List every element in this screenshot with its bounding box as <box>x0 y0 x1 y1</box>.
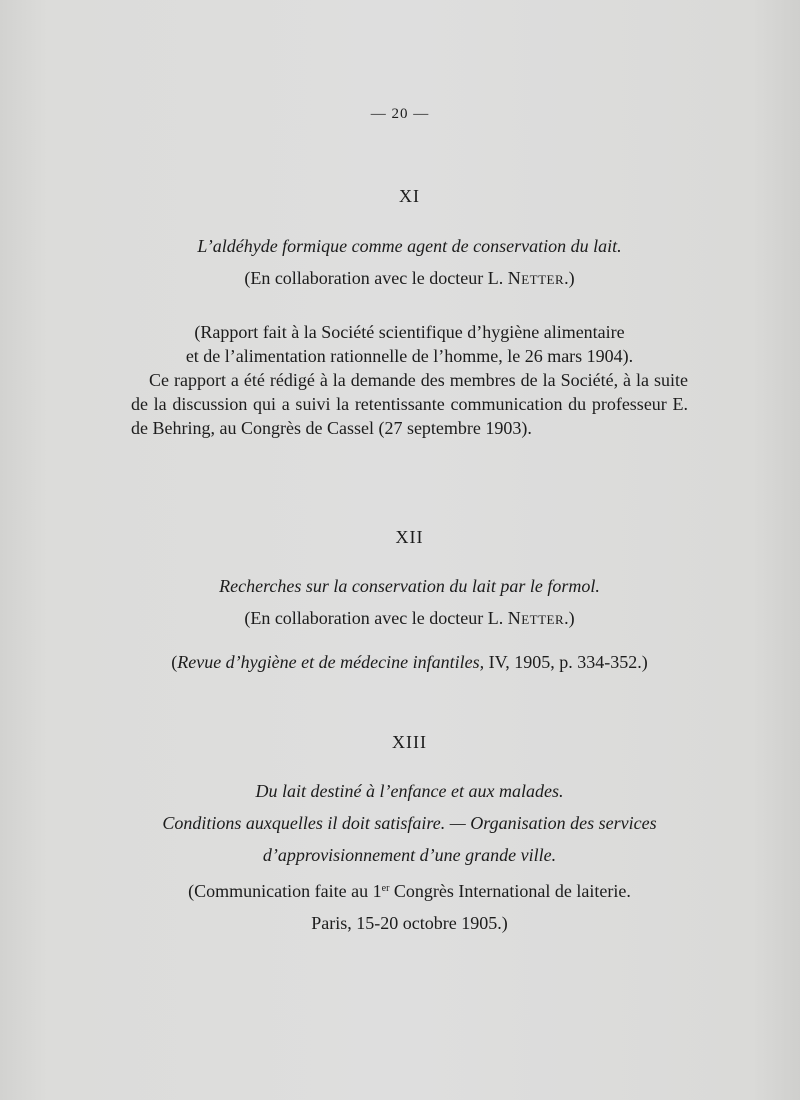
section-title-line-1: Du lait destiné à l’enfance et aux malades. <box>255 781 564 801</box>
section-title-line-3: d’approvisionnement d’une grande ville. <box>262 845 557 865</box>
section-numeral: XI <box>399 186 420 206</box>
section-xii <box>131 527 688 678</box>
collaboration-line <box>131 602 688 634</box>
collab-suffix: .) <box>564 608 575 628</box>
report-line-2: et de l’alimentation rationnelle de l’homme, le 26 mars 1904). <box>185 346 634 366</box>
ordinal-superscript: er <box>381 883 390 894</box>
section-body: Ce rapport a été rédigé à la demande des membres de la Société, à la suite de la discussion qui a suivi la retentissante communication du professeur E. de Behring, au Congrès de Cassel (27 septembre 1903). <box>131 370 688 438</box>
section-xiii <box>131 732 688 939</box>
collab-prefix: (En collaboration avec le docteur L. <box>244 608 504 628</box>
comm-text-b: Congrès International de laiterie. <box>389 881 631 901</box>
ref-details: IV, 1905, p. 334-352.) <box>484 652 648 672</box>
section-numeral: XII <box>395 527 424 547</box>
reference-line <box>131 646 688 678</box>
collab-suffix: .) <box>564 268 575 288</box>
communication-line-1 <box>131 875 688 907</box>
section-title: Recherches sur la conservation du lait par le formol. <box>219 576 600 596</box>
page-number: — 20 — <box>370 106 430 122</box>
ref-open: ( <box>171 652 178 672</box>
journal-title: Revue d’hygiène et de médecine infantiles, <box>177 652 485 672</box>
communication-line-2: Paris, 15-20 octobre 1905.) <box>311 913 508 933</box>
collab-name: Netter <box>507 608 565 628</box>
section-title: L’aldéhyde formique comme agent de conservation du lait. <box>197 236 622 256</box>
section-title-line-2: Conditions auxquelles il doit satisfaire. — Organisation des services <box>162 813 657 833</box>
section-xi <box>131 186 688 440</box>
section-numeral: XIII <box>392 732 427 752</box>
collab-prefix: (En collaboration avec le docteur L. <box>244 268 504 288</box>
report-line-1: (Rapport fait à la Société scientifique d’hygiène alimentaire <box>194 322 625 342</box>
collab-name: Netter <box>507 268 565 288</box>
collaboration-line <box>131 262 688 294</box>
comm-text-a: (Communication faite au 1 <box>188 881 382 901</box>
